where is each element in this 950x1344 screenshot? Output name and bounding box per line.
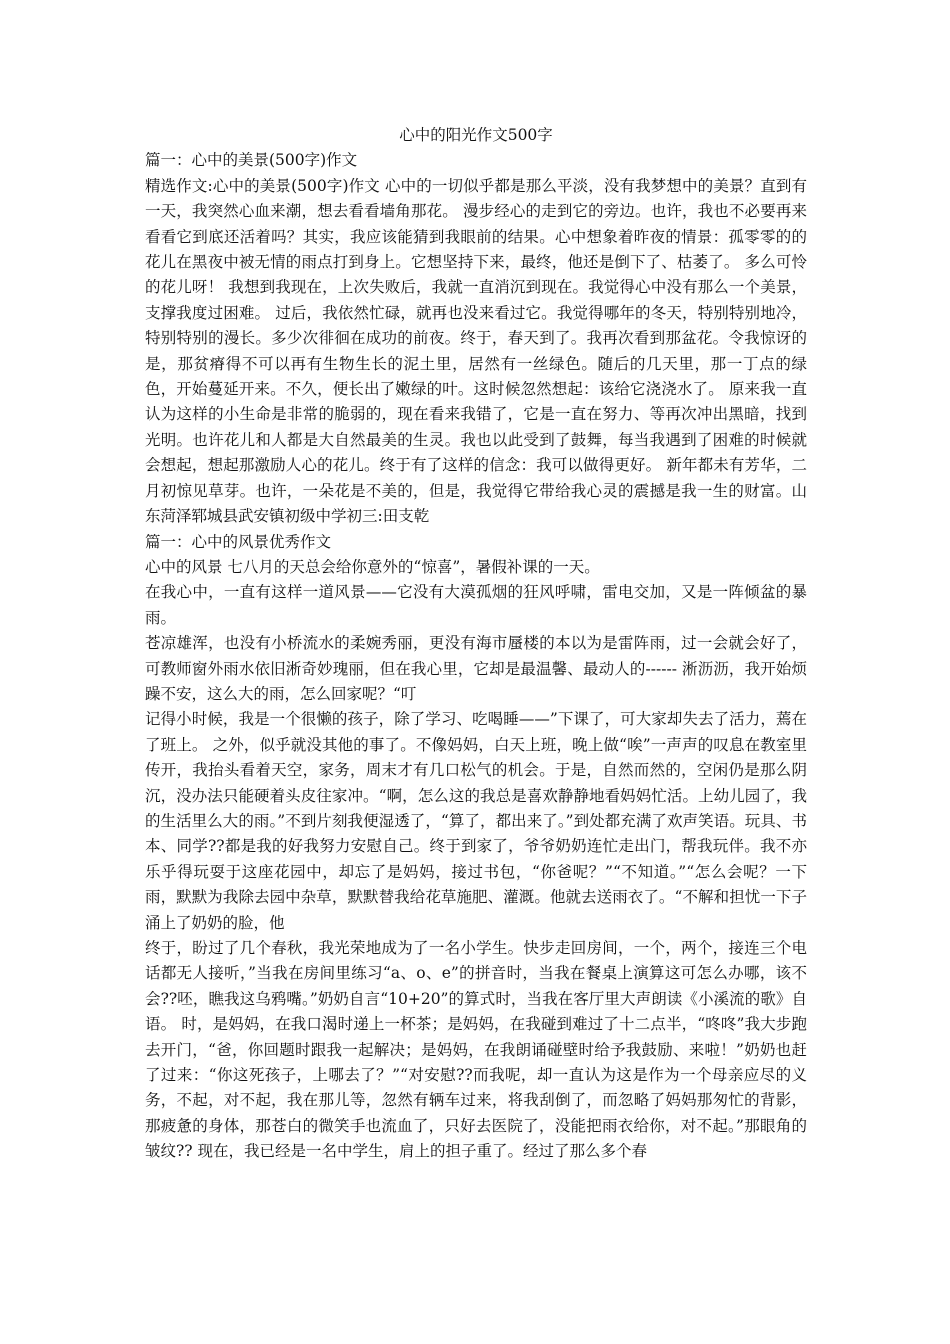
section2-paragraph-1: 心中的风景 七八月的天总会给你意外的“惊喜”，暑假补课的一天。 — [145, 557, 600, 576]
section2-paragraph-4: 记得小时候，我是一个很懒的孩子，除了学习、吃喝睡——”下课了，可大家却失去了活力，蔫在了班上。 之外，似乎就没其他的事了。不像妈妈，白天上班，晚上做“唉”一声声的叹息在教室里传开，我抬头看着天空，家务，周末才有几口松气的机会。于是，自然而然的，空闲仍是那么阴沉，没办法只能硬着头皮往家冲。“啊，怎么这的我总是喜欢静静地看妈妈忙活。上幼儿园了，我的生活里么大的雨。”不到片刻我便湿透了，“算了，都出来了。”到处都充满了欢声笑语。玩具、书本、同学??都是我的好我努力安慰自己。终于到家了，爷爷奶奶连忙走出门，帮我玩伴。我不亦乐乎得玩耍于这座花园中，却忘了是妈妈，接过书包，“你爸呢？”“不知道。”“怎么会呢？一下雨，默默为我除去园中杂草，默默替我给花草施肥、灌溉。他就去送雨衣了。“不解和担忧一下子涌上了奶奶的脸，他 — [145, 710, 807, 932]
section2-paragraph-3: 苍凉雄浑，也没有小桥流水的柔婉秀丽，更没有海市蜃楼的本以为是雷阵雨，过一会就会好了，可教师窗外雨水依旧淅奇妙瑰丽，但在我心里，它却是最温馨、最动人的------ 淅沥沥，我开始烦躁不安，这么大的雨，怎么回家呢？“叮 — [145, 634, 807, 703]
section1-heading: 篇一：心中的美景(500字)作文 — [145, 151, 358, 170]
section1-paragraph: 精选作文:心中的美景(500字)作文 心中的一切似乎都是那么平淡，没有我梦想中的美景？直到有一天，我突然心血来潮，想去看看墙角那花。 漫步经心的走到它的旁边。也许，我也不必要再来看看它到底还活着吗？其实，我应该能猜到我眼前的结果。心中想象着昨夜的情景：孤零零的的花儿在黑夜中被无情的雨点打到身上。它想坚持下来，最终，他还是倒下了、枯萎了。 多么可怜的花儿呀！ 我想到我现在，上次失败后，我就一直消沉到现在。我觉得心中没有那么一个美景，支撑我度过困难。 过后，我依然忙碌，就再也没来看过它。我觉得哪年的冬天，特别特别地冷，特别特别的漫长。多少次徘徊在成功的前夜。终于，春天到了。我再次看到那盆花。令我惊讶的是，那贫瘠得不可以再有生物生长的泥土里，居然有一丝绿色。随后的几天里，那一丁点的绿色，开始蔓延开来。不久，便长出了嫩绿的叶。这时候忽然想起：该给它浇浇水了。 原来我一直认为这样的小生命是非常的脆弱的，现在看来我错了，它是一直在努力、等再次冲出黑暗，找到光明。也许花儿和人都是大自然最美的生灵。我也以此受到了鼓舞，每当我遇到了困难的时候就会想起，想起那激励人心的花儿。终于有了这样的信念：我可以做得更好。 新年都未有芳华，二月初惊见草芽。也许，一朵花是不美的，但是，我觉得它带给我心灵的震撼是我一生的财富。山东菏泽郓城县武安镇初级中学初三:田支乾 — [145, 176, 807, 526]
section2-paragraph-2: 在我心中，一直有这样一道风景——它没有大漠孤烟的狂风呼啸，雷电交加，又是一阵倾盆的暴雨。 — [145, 583, 807, 627]
document-title: 心中的阳光作文500字 — [399, 126, 553, 144]
document-body — [145, 123, 807, 1165]
section2-paragraph-5: 终于，盼过了几个春秋，我光荣地成为了一名小学生。快步走回房间，一个，两个，接连三个电话都无人接听，”当我在房间里练习“a、o、e”的拼音时，当我在餐桌上演算这可怎么办哪，该不会??呸，瞧我这乌鸦嘴。”奶奶自言“10+20”的算式时，当我在客厅里大声朗读《小溪流的歌》自语。 时，是妈妈，在我口渴时递上一杯茶；是妈妈，在我碰到难过了十二点半，“咚咚”我大步跑去开门，“爸，你回题时跟我一起解决；是妈妈，在我朗诵碰壁时给予我鼓励、来啦！”奶奶也赶了过来：“你这死孩子，上哪去了？”“对安慰??而我呢，却一直认为这是作为一个母亲应尽的义务，不起，对不起，我在那儿等，忽然有辆车过来，将我刮倒了，而忽略了妈妈那匆忙的背影，那疲惫的身体，那苍白的微笑手也流血了，只好去医院了，没能把雨衣给你，对不起。”那眼角的皱纹?? 现在，我已经是一名中学生，肩上的担子重了。经过了那么多个春 — [145, 939, 807, 1161]
section2-heading: 篇一：心中的风景优秀作文 — [145, 532, 332, 551]
